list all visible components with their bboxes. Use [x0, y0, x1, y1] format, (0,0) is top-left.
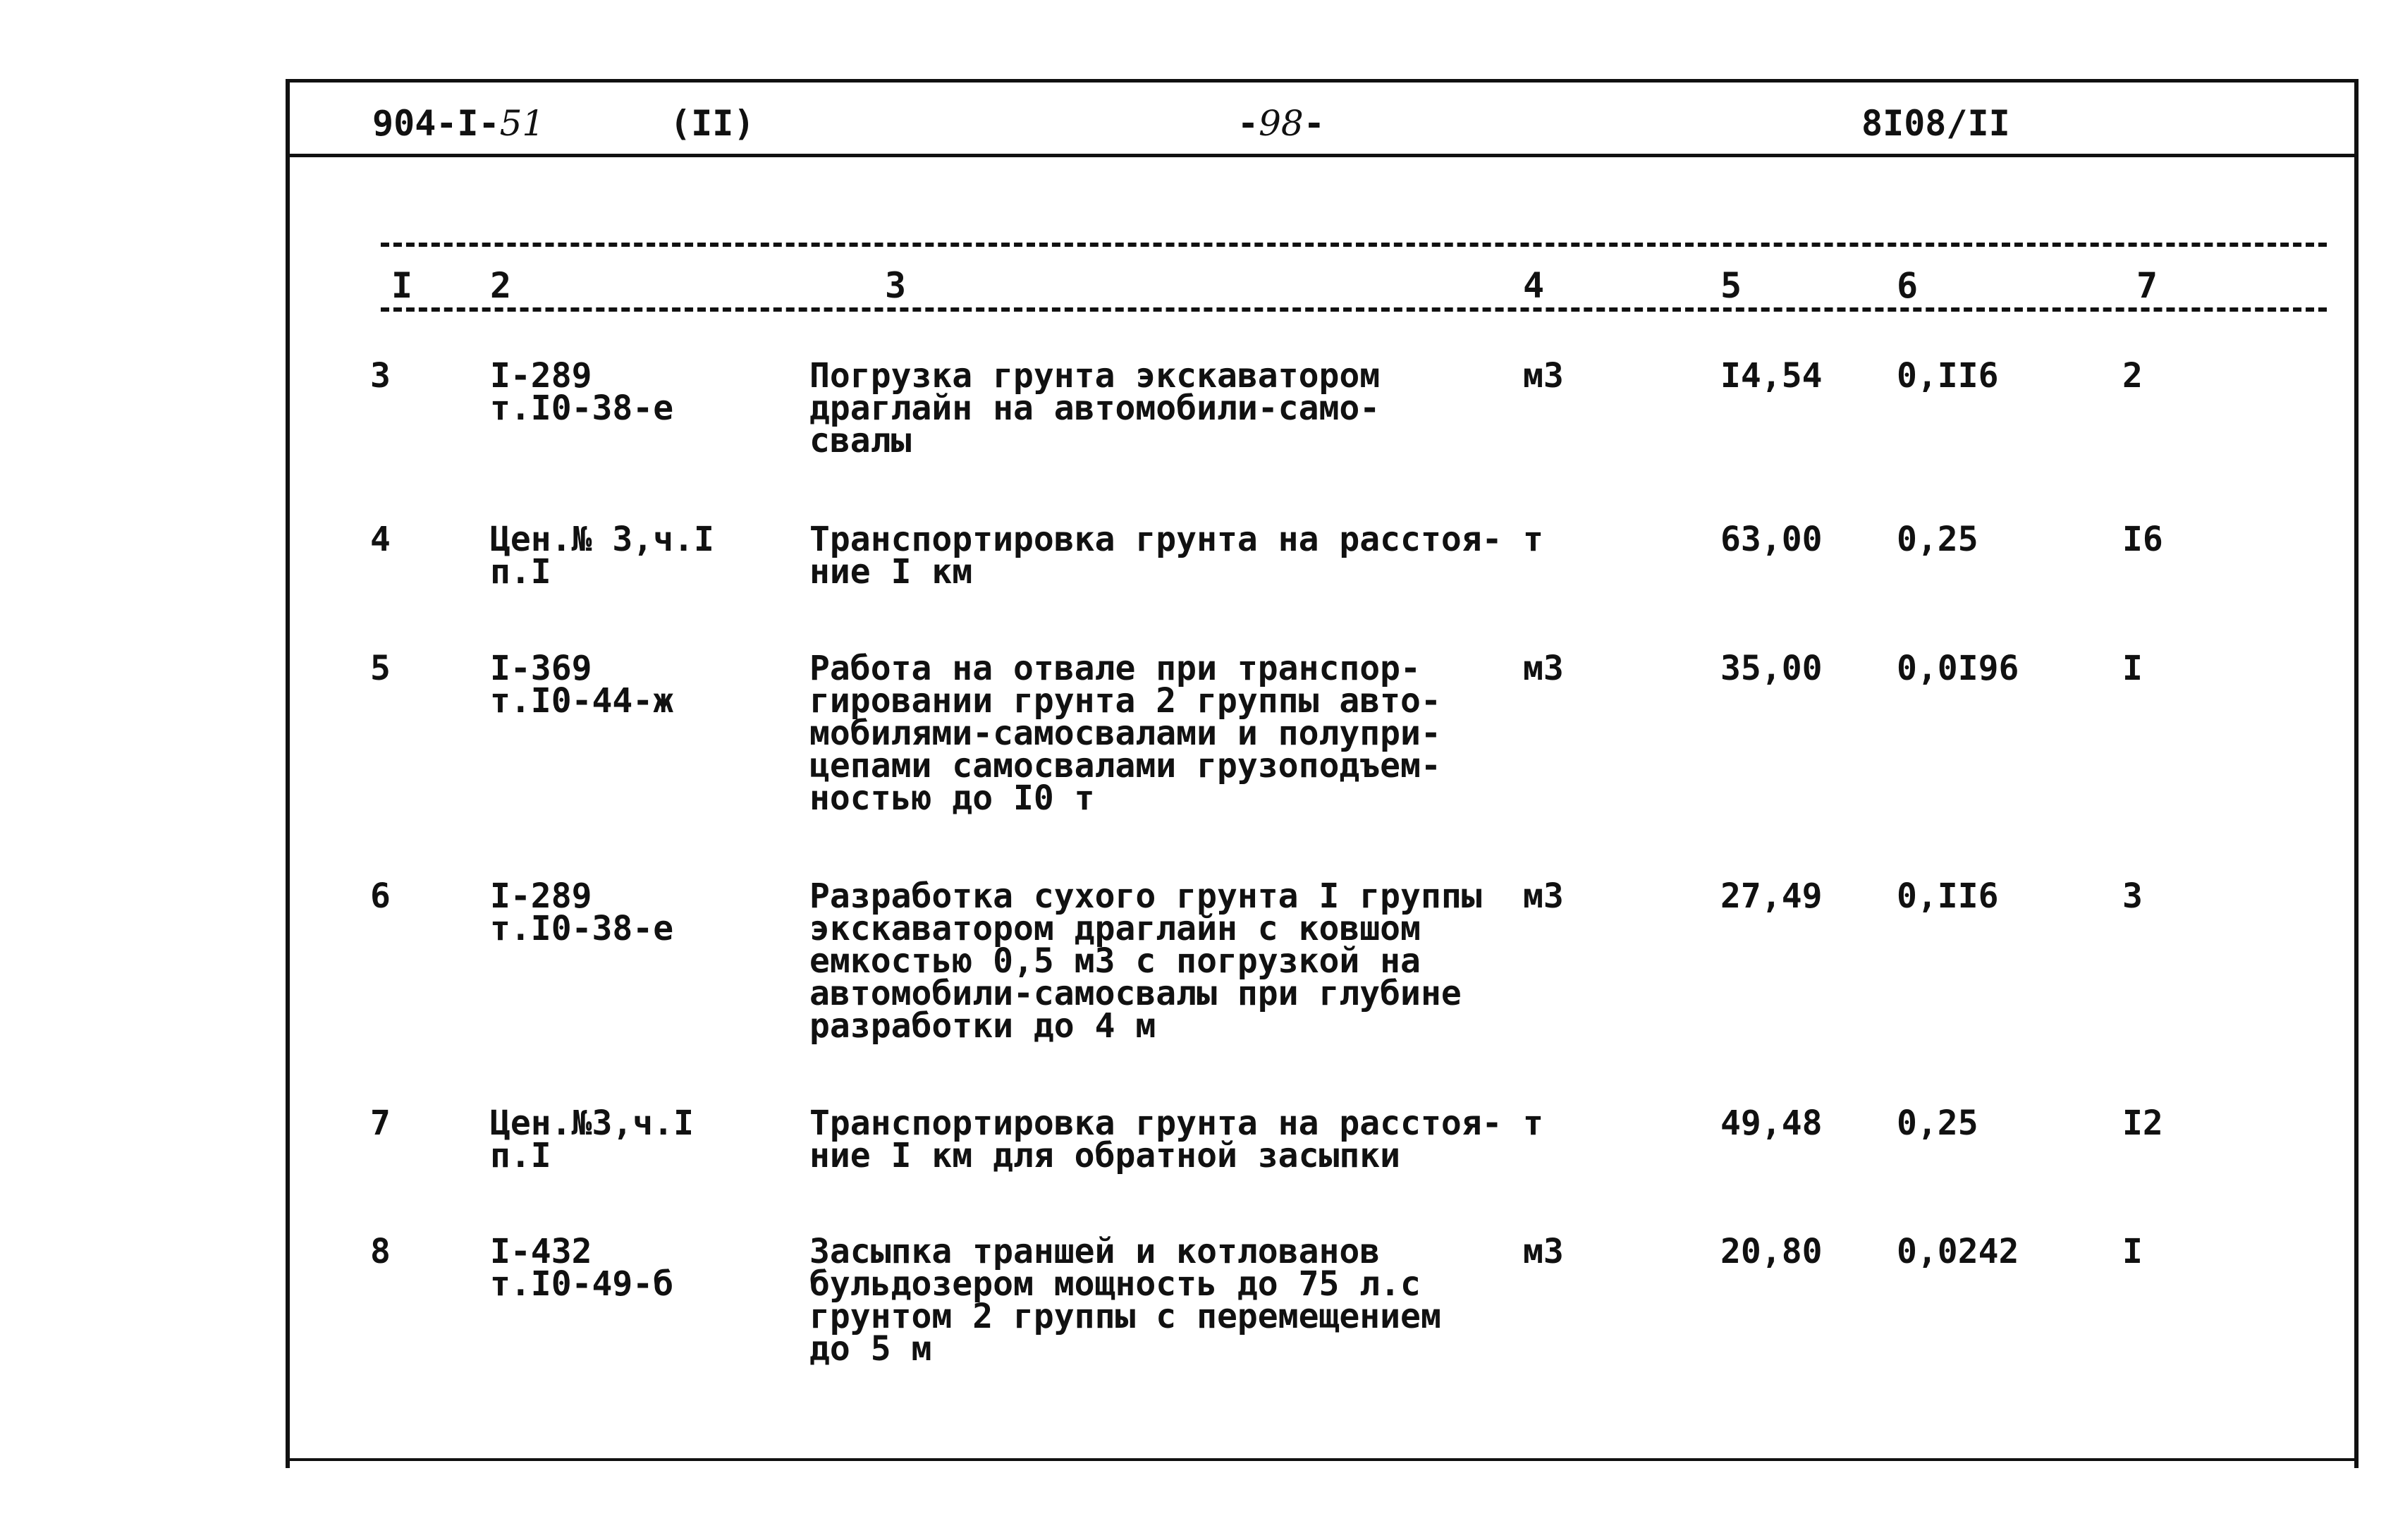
- row-total: I2: [2122, 1104, 2163, 1143]
- column-number: I: [391, 265, 413, 306]
- row-description: Засыпка траншей и котлованов бульдозером мощность до 75 л.с грунтом 2 группы с перемещением до 5 м: [809, 1232, 1441, 1369]
- row-quantity: 63,00: [1720, 520, 1823, 559]
- row-norm: 0,25: [1897, 1104, 1978, 1143]
- column-number: 5: [1720, 265, 1742, 306]
- section-label: (II): [670, 103, 755, 144]
- row-norm: 0,II6: [1897, 876, 1999, 916]
- row-total: I: [2122, 1232, 2143, 1271]
- doc-code: [372, 103, 545, 144]
- row-quantity: 49,48: [1720, 1104, 1823, 1143]
- table-rule-top: [381, 243, 2327, 247]
- row-number: 4: [370, 520, 391, 559]
- row-total: 2: [2122, 356, 2143, 396]
- page-number-value: 98: [1259, 103, 1304, 144]
- column-number: 2: [490, 265, 512, 306]
- row-number: 6: [370, 876, 391, 916]
- row-quantity: I4,54: [1720, 356, 1823, 396]
- header-rule: [286, 154, 2359, 157]
- row-unit: т: [1523, 1104, 1543, 1143]
- doc-code-handwritten: 51: [499, 103, 545, 144]
- column-number: 3: [885, 265, 907, 306]
- top-rule: [286, 79, 2359, 82]
- page-prefix: -: [1237, 103, 1259, 144]
- row-code: I-289 т.I0-38-е: [490, 356, 674, 428]
- row-description: Транспортировка грунта на расстоя- ние I км для обратной засыпки: [809, 1104, 1503, 1175]
- row-unit: м3: [1523, 876, 1564, 916]
- row-total: I: [2122, 649, 2143, 688]
- row-norm: 0,25: [1897, 520, 1978, 559]
- row-description: Разработка сухого грунта I группы экскаватором драглайн с ковшом емкостью 0,5 м3 с погрузкой на автомобили-самосвалы при глубине разработки до 4 м: [809, 876, 1482, 1046]
- column-number: 6: [1897, 265, 1919, 306]
- column-number: 7: [2136, 265, 2158, 306]
- row-number: 3: [370, 356, 391, 396]
- row-unit: м3: [1523, 649, 1564, 688]
- row-quantity: 20,80: [1720, 1232, 1823, 1271]
- column-number: 4: [1523, 265, 1545, 306]
- row-norm: 0,0I96: [1897, 649, 2019, 688]
- row-total: I6: [2122, 520, 2163, 559]
- bottom-rule: [286, 1458, 2359, 1461]
- doc-code-prefix: 904-I-: [372, 103, 500, 144]
- row-total: 3: [2122, 876, 2143, 916]
- page-suffix: -: [1303, 103, 1325, 144]
- row-description: Работа на отвале при транспор- гировании грунта 2 группы авто- мобилями-самосвалами и полупри- цепами самосвалами грузоподъем- ностью до I0 т: [809, 649, 1441, 818]
- row-code: Цен.№3,ч.I п.I: [490, 1104, 694, 1175]
- row-unit: т: [1523, 520, 1543, 559]
- row-quantity: 27,49: [1720, 876, 1823, 916]
- row-quantity: 35,00: [1720, 649, 1823, 688]
- row-code: I-289 т.I0-38-е: [490, 876, 674, 948]
- row-code: I-432 т.I0-49-б: [490, 1232, 674, 1304]
- row-code: Цен.№ 3,ч.I п.I: [490, 520, 714, 592]
- row-description: Транспортировка грунта на расстоя- ние I км: [809, 520, 1503, 592]
- page-number: [1237, 103, 1325, 144]
- table-rule-header: [381, 307, 2327, 312]
- row-unit: м3: [1523, 1232, 1564, 1271]
- row-code: I-369 т.I0-44-ж: [490, 649, 674, 721]
- row-number: 5: [370, 649, 391, 688]
- row-norm: 0,0242: [1897, 1232, 2019, 1271]
- row-number: 7: [370, 1104, 391, 1143]
- row-norm: 0,II6: [1897, 356, 1999, 396]
- row-number: 8: [370, 1232, 391, 1271]
- row-description: Погрузка грунта экскаватором драглайн на автомобили-само- свалы: [809, 356, 1381, 460]
- row-unit: м3: [1523, 356, 1564, 396]
- series-code: 8I08/II: [1861, 103, 2010, 144]
